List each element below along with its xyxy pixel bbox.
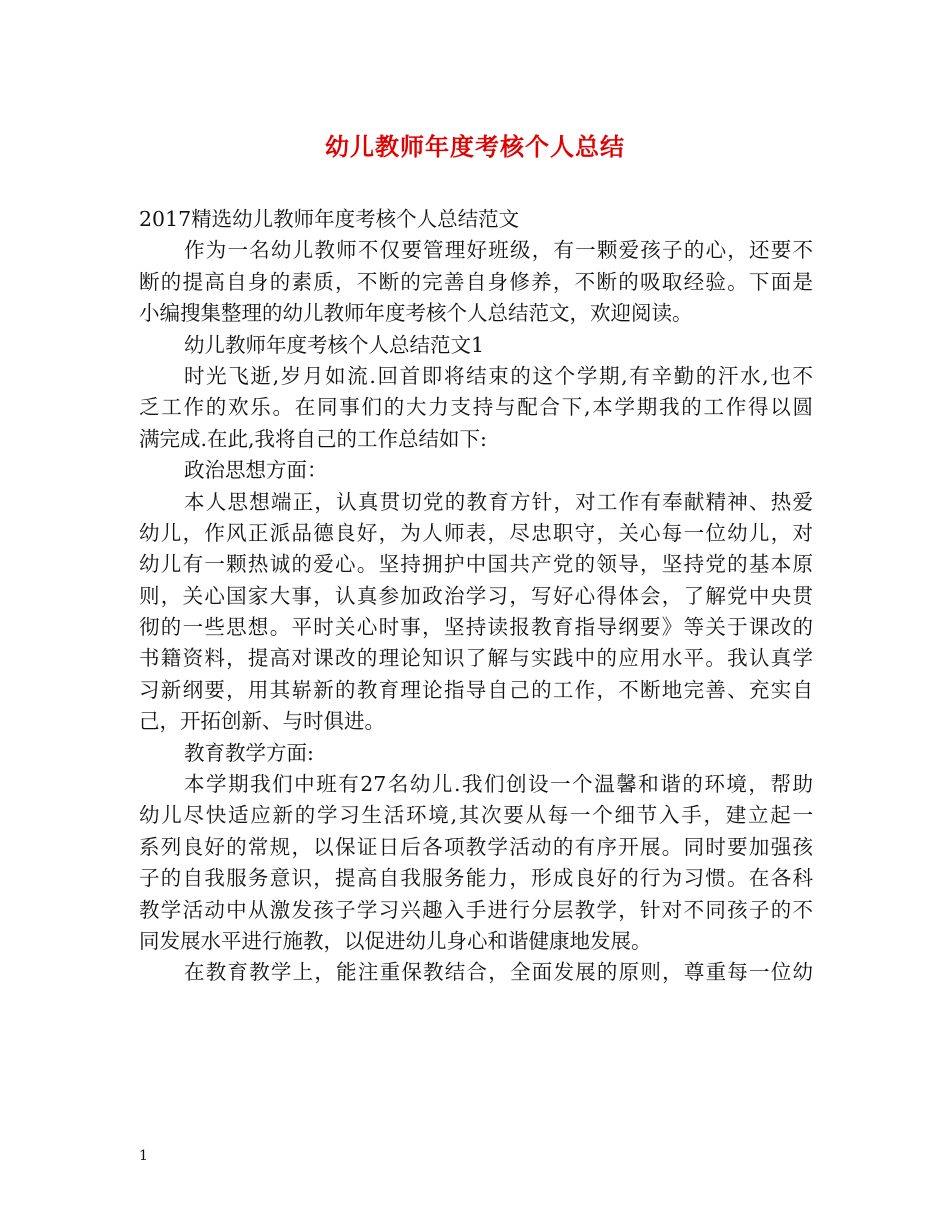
paragraph-line: 满完成.在此,我将自己的工作总结如下: xyxy=(139,426,487,451)
paragraph-line: 同发展水平进行施教，以促进幼儿身心和谐健康地发展。 xyxy=(139,928,652,953)
paragraph-line: 己，开拓创新、与时俱进。 xyxy=(139,709,385,734)
paragraph-line: 彻的一些思想。平时关心时事，坚持读报教育指导纲要》等关于课改的 xyxy=(139,615,813,640)
paragraph-line: 习新纲要，用其崭新的教育理论指导自己的工作，不断地完善、充实自 xyxy=(139,677,813,702)
paragraph-line: 时光飞逝,岁月如流.回首即将结束的这个学期,有辛勤的汗水,也不 xyxy=(184,363,813,388)
paragraph-line: 本人思想端正，认真贯切党的教育方针，对工作有奉献精神、热爱 xyxy=(184,489,813,514)
paragraph-line: 本学期我们中班有27名幼儿.我们创设一个温馨和谐的环境，帮助 xyxy=(184,772,813,797)
section-heading: 幼儿教师年度考核个人总结范文1 xyxy=(184,332,485,357)
document-title: 幼儿教师年度考核个人总结 xyxy=(325,132,625,161)
paragraph-line: 乏工作的欢乐。在同事们的大力支持与配合下,本学期我的工作得以圆 xyxy=(139,395,813,420)
subtitle-line: 2017精选幼儿教师年度考核个人总结范文 xyxy=(139,207,520,231)
paragraph-line: 书籍资料，提高对课改的理论知识了解与实践中的应用水平。我认真学 xyxy=(139,646,813,671)
paragraph-line: 子的自我服务意识，提高自我服务能力，形成良好的行为习惯。在各科 xyxy=(139,866,813,891)
paragraph-line: 在教育教学上，能注重保教结合，全面发展的原则，尊重每一位幼 xyxy=(184,960,813,985)
paragraph-line: 作为一名幼儿教师不仅要管理好班级，有一颗爱孩子的心，还要不 xyxy=(184,238,813,263)
page-number: 1 xyxy=(139,1148,148,1164)
paragraph-line: 幼儿有一颗热诚的爱心。坚持拥护中国共产党的领导，坚持党的基本原 xyxy=(139,552,813,577)
section-heading: 政治思想方面： xyxy=(184,458,328,483)
paragraph-line: 教学活动中从激发孩子学习兴趣入手进行分层教学，针对不同孩子的不 xyxy=(139,897,813,922)
section-heading: 教育教学方面: xyxy=(184,740,314,765)
paragraph-line: 幼儿尽快适应新的学习生活环境,其次要从每一个细节入手，建立起一 xyxy=(139,803,813,828)
paragraph-line: 小编搜集整理的幼儿教师年度考核个人总结范文，欢迎阅读。 xyxy=(139,301,693,326)
paragraph-line: 则，关心国家大事，认真参加政治学习，写好心得体会，了解党中央贯 xyxy=(139,583,813,608)
paragraph-line: 系列良好的常规，以保证日后各项教学活动的有序开展。同时要加强孩 xyxy=(139,834,813,859)
paragraph-line: 幼儿，作风正派品德良好，为人师表，尽忠职守，关心每一位幼儿，对 xyxy=(139,520,813,545)
document-body xyxy=(139,204,813,989)
paragraph-line: 断的提高自身的素质，不断的完善自身修养，不断的吸取经验。下面是 xyxy=(139,269,813,294)
